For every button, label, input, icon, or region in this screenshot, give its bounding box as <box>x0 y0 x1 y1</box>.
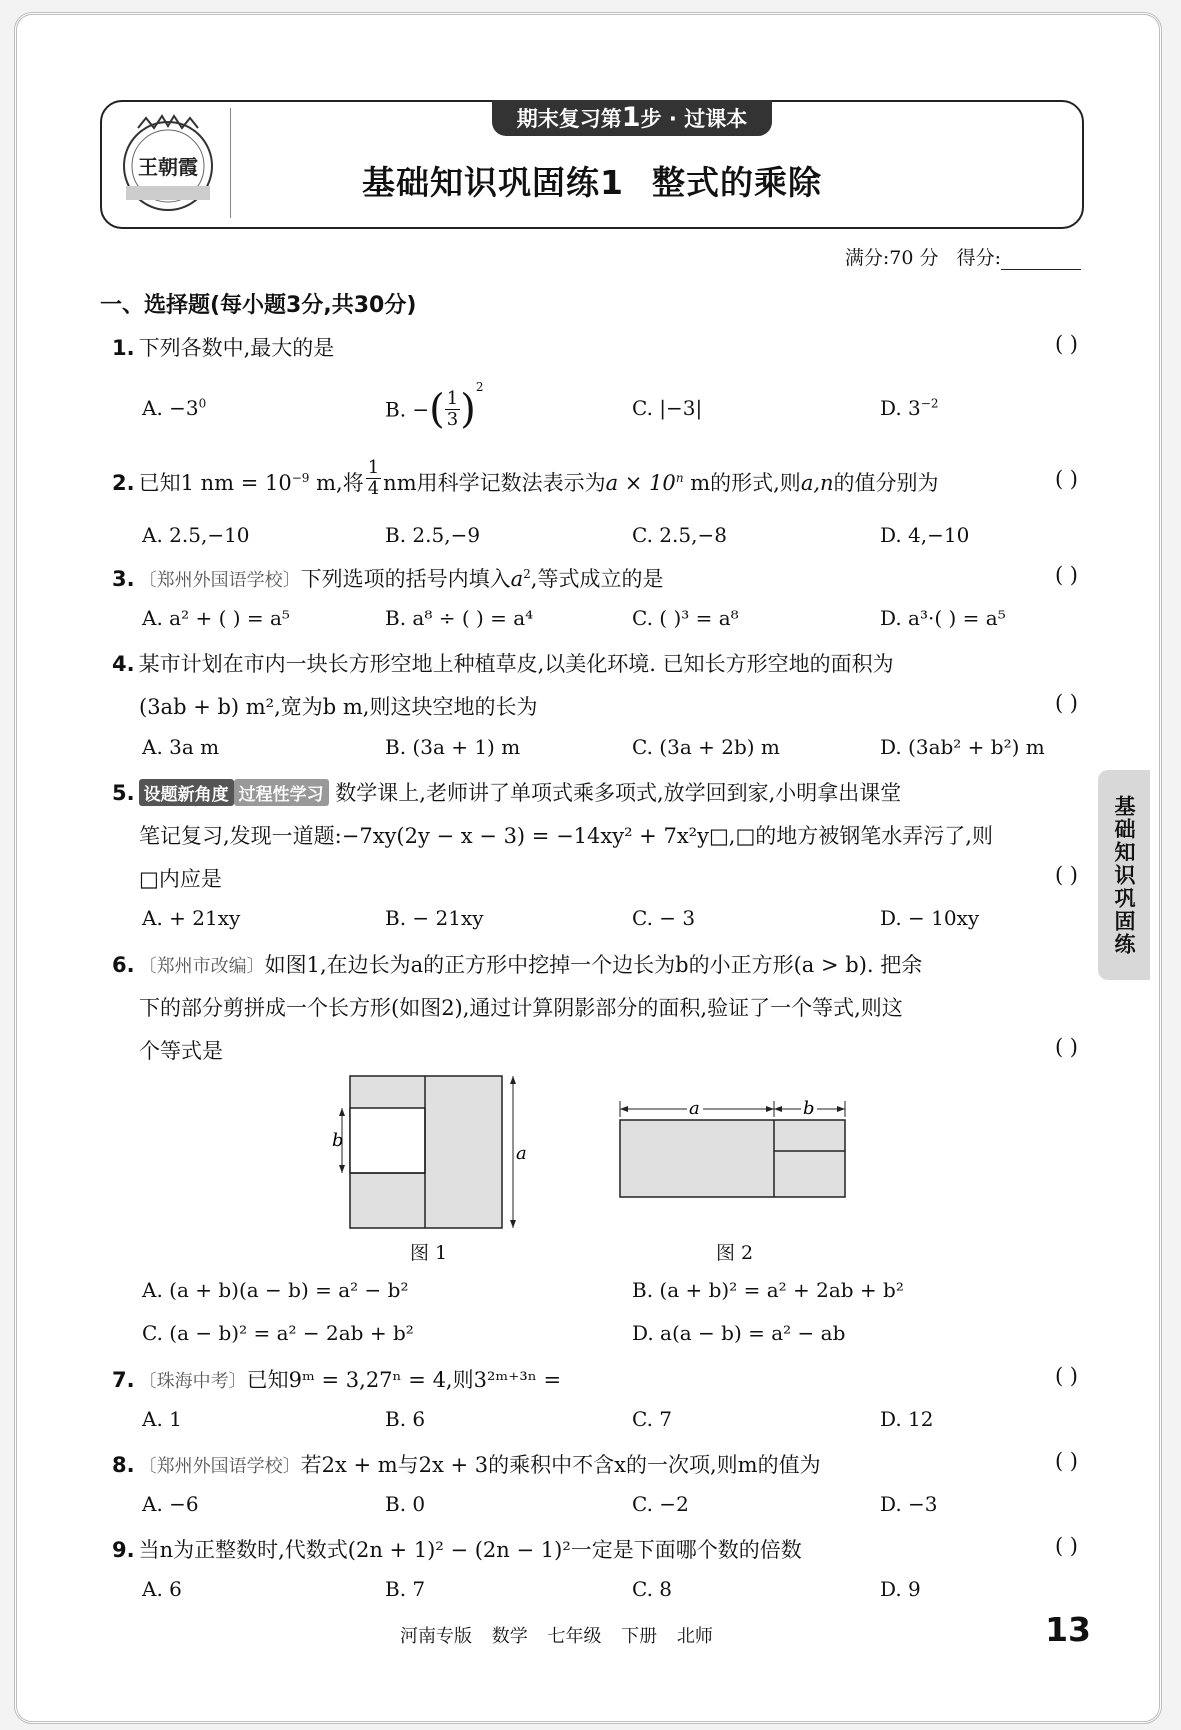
score-blank[interactable] <box>1001 251 1081 270</box>
question-2: 2. 已知1 nm = $10^{-9}$ m,将 $\frac{1}{4}nm$用科学记数法表示为$a \times 10^n$ m的形式,则a,n的值分别为 <box>112 457 939 499</box>
question-5-line2: 笔记复习,发现一道题:−7xy(2y − x − 3) = −14xy² + 7x²y□,□的地方被钢笔水弄污了,则 <box>139 824 993 848</box>
answer-paren-1[interactable]: ( ) <box>1054 332 1078 356</box>
q2-option-d[interactable]: D. 4,−10 <box>880 523 970 547</box>
question-6-line3: 个等式是 <box>139 1039 223 1063</box>
q8-option-b[interactable]: B. 0 <box>385 1492 426 1516</box>
score-line: 满分:70 分 得分: <box>845 243 1081 270</box>
section-title: 一、选择题(每小题3分,共30分) <box>100 293 417 318</box>
page-title: 基础知识巩固练1 整式的乘除 <box>362 163 822 202</box>
answer-paren-3[interactable]: ( ) <box>1054 563 1078 587</box>
q7-option-b[interactable]: B. 6 <box>385 1407 426 1431</box>
question-7: 7. 〔珠海中考〕已知9ᵐ = 3,27ⁿ = 4,则3²ᵐ⁺³ⁿ = <box>112 1368 562 1392</box>
answer-paren-2[interactable]: ( ) <box>1054 467 1078 491</box>
q9-option-a[interactable]: A. 6 <box>142 1577 182 1601</box>
figure-1 <box>330 1070 530 1235</box>
q9-option-d[interactable]: D. 9 <box>880 1577 921 1601</box>
svg-text:王朝霞: 王朝霞 <box>138 155 198 179</box>
q8-option-d[interactable]: D. −3 <box>880 1492 938 1516</box>
answer-paren-9[interactable]: ( ) <box>1054 1534 1078 1558</box>
answer-paren-7[interactable]: ( ) <box>1054 1364 1078 1388</box>
q5-option-c[interactable]: C. − 3 <box>632 906 696 930</box>
q7-option-a[interactable]: A. 1 <box>142 1407 182 1431</box>
q1-option-c[interactable]: C. |−3| <box>632 396 703 420</box>
q6-option-d[interactable]: D. a(a − b) = a² − ab <box>632 1321 846 1345</box>
q2-option-a[interactable]: A. 2.5,−10 <box>142 523 250 547</box>
fig2-caption: 图 2 <box>716 1242 754 1264</box>
q4-option-b[interactable]: B. (3a + 1) m <box>385 735 521 759</box>
q2-option-c[interactable]: C. 2.5,−8 <box>632 523 727 547</box>
question-8: 8. 〔郑州外国语学校〕若2x + m与2x + 3的乘积中不含x的一次项,则m的值为 <box>112 1453 821 1477</box>
q4-option-d[interactable]: D. (3ab² + b²) m <box>880 735 1045 759</box>
figure-2 <box>615 1095 855 1205</box>
question-4: 4. 某市计划在市内一块长方形空地上种植草皮,以美化环境. 已知长方形空地的面积为 <box>112 652 894 676</box>
answer-paren-4[interactable]: ( ) <box>1054 691 1078 715</box>
q9-option-b[interactable]: B. 7 <box>385 1577 426 1601</box>
fig1-label-a: a <box>516 1143 527 1164</box>
footer-info: 河南专版 数学 七年级 下册 北师 <box>400 1626 713 1647</box>
q8-option-c[interactable]: C. −2 <box>632 1492 689 1516</box>
question-6-line2: 下的部分剪拼成一个长方形(如图2),通过计算阴影部分的面积,验证了一个等式,则这 <box>139 996 903 1020</box>
question-5: 5. 设题新角度 过程性学习 数学课上,老师讲了单项式乘多项式,放学回到家,小明拿出课堂 <box>112 781 902 805</box>
q5-option-a[interactable]: A. + 21xy <box>142 906 241 930</box>
badge-process: 过程性学习 <box>234 779 329 806</box>
q6-option-b[interactable]: B. (a + b)² = a² + 2ab + b² <box>632 1278 904 1302</box>
page-number: 13 <box>1045 1610 1091 1649</box>
question-4-line2: (3ab + b) m²,宽为b m,则这块空地的长为 <box>139 695 538 719</box>
q1-option-a[interactable]: A. $-3^0$ <box>142 396 207 420</box>
q5-option-d[interactable]: D. − 10xy <box>880 906 980 930</box>
q1-option-d[interactable]: D. $3^{-2}$ <box>880 396 939 420</box>
answer-paren-6[interactable]: ( ) <box>1054 1035 1078 1059</box>
side-tab[interactable]: 基础知识巩固练 <box>1098 770 1150 980</box>
q3-option-d[interactable]: D. a³·( ) = a⁵ <box>880 606 1006 630</box>
badge-new-angle: 设题新角度 <box>139 779 234 806</box>
q9-option-c[interactable]: C. 8 <box>632 1577 673 1601</box>
question-6: 6. 〔郑州市改编〕如图1,在边长为a的正方形中挖掉一个边长为b的小正方形(a > b). 把余 <box>112 953 923 977</box>
question-3: 3. 〔郑州外国语学校〕下列选项的括号内填入$a^2$,等式成立的是 <box>112 567 664 591</box>
fig2-label-a: a <box>689 1098 700 1119</box>
fig1-caption: 图 1 <box>410 1242 448 1264</box>
review-ribbon: 期末复习第1步 · 过课本 <box>492 100 772 136</box>
fig2-label-b: b <box>803 1098 815 1119</box>
q2-option-b[interactable]: B. 2.5,−9 <box>385 523 481 547</box>
q4-option-c[interactable]: C. (3a + 2b) m <box>632 735 780 759</box>
q3-option-a[interactable]: A. a² + ( ) = a⁵ <box>142 606 290 630</box>
q8-option-a[interactable]: A. −6 <box>142 1492 199 1516</box>
q6-option-a[interactable]: A. (a + b)(a − b) = a² − b² <box>142 1278 409 1302</box>
q4-option-a[interactable]: A. 3a m <box>142 735 220 759</box>
q6-option-c[interactable]: C. (a − b)² = a² − 2ab + b² <box>142 1321 414 1345</box>
answer-paren-5[interactable]: ( ) <box>1054 863 1078 887</box>
question-9: 9. 当n为正整数时,代数式(2n + 1)² − (2n − 1)²一定是下面哪个数的倍数 <box>112 1538 802 1562</box>
q7-option-c[interactable]: C. 7 <box>632 1407 673 1431</box>
answer-paren-8[interactable]: ( ) <box>1054 1449 1078 1473</box>
question-5-line3: □内应是 <box>139 867 222 891</box>
fig1-label-b: b <box>332 1130 344 1151</box>
q3-option-c[interactable]: C. ( )³ = a⁸ <box>632 606 739 630</box>
q3-option-b[interactable]: B. a⁸ ÷ ( ) = a⁴ <box>385 606 534 630</box>
header-box <box>100 100 1084 229</box>
q1-option-b[interactable]: B. −( $\frac{1}{3})^2$ <box>385 380 484 433</box>
q7-option-d[interactable]: D. 12 <box>880 1407 934 1431</box>
q5-option-b[interactable]: B. − 21xy <box>385 906 484 930</box>
question-1: 1. 下列各数中,最大的是 <box>112 336 335 360</box>
